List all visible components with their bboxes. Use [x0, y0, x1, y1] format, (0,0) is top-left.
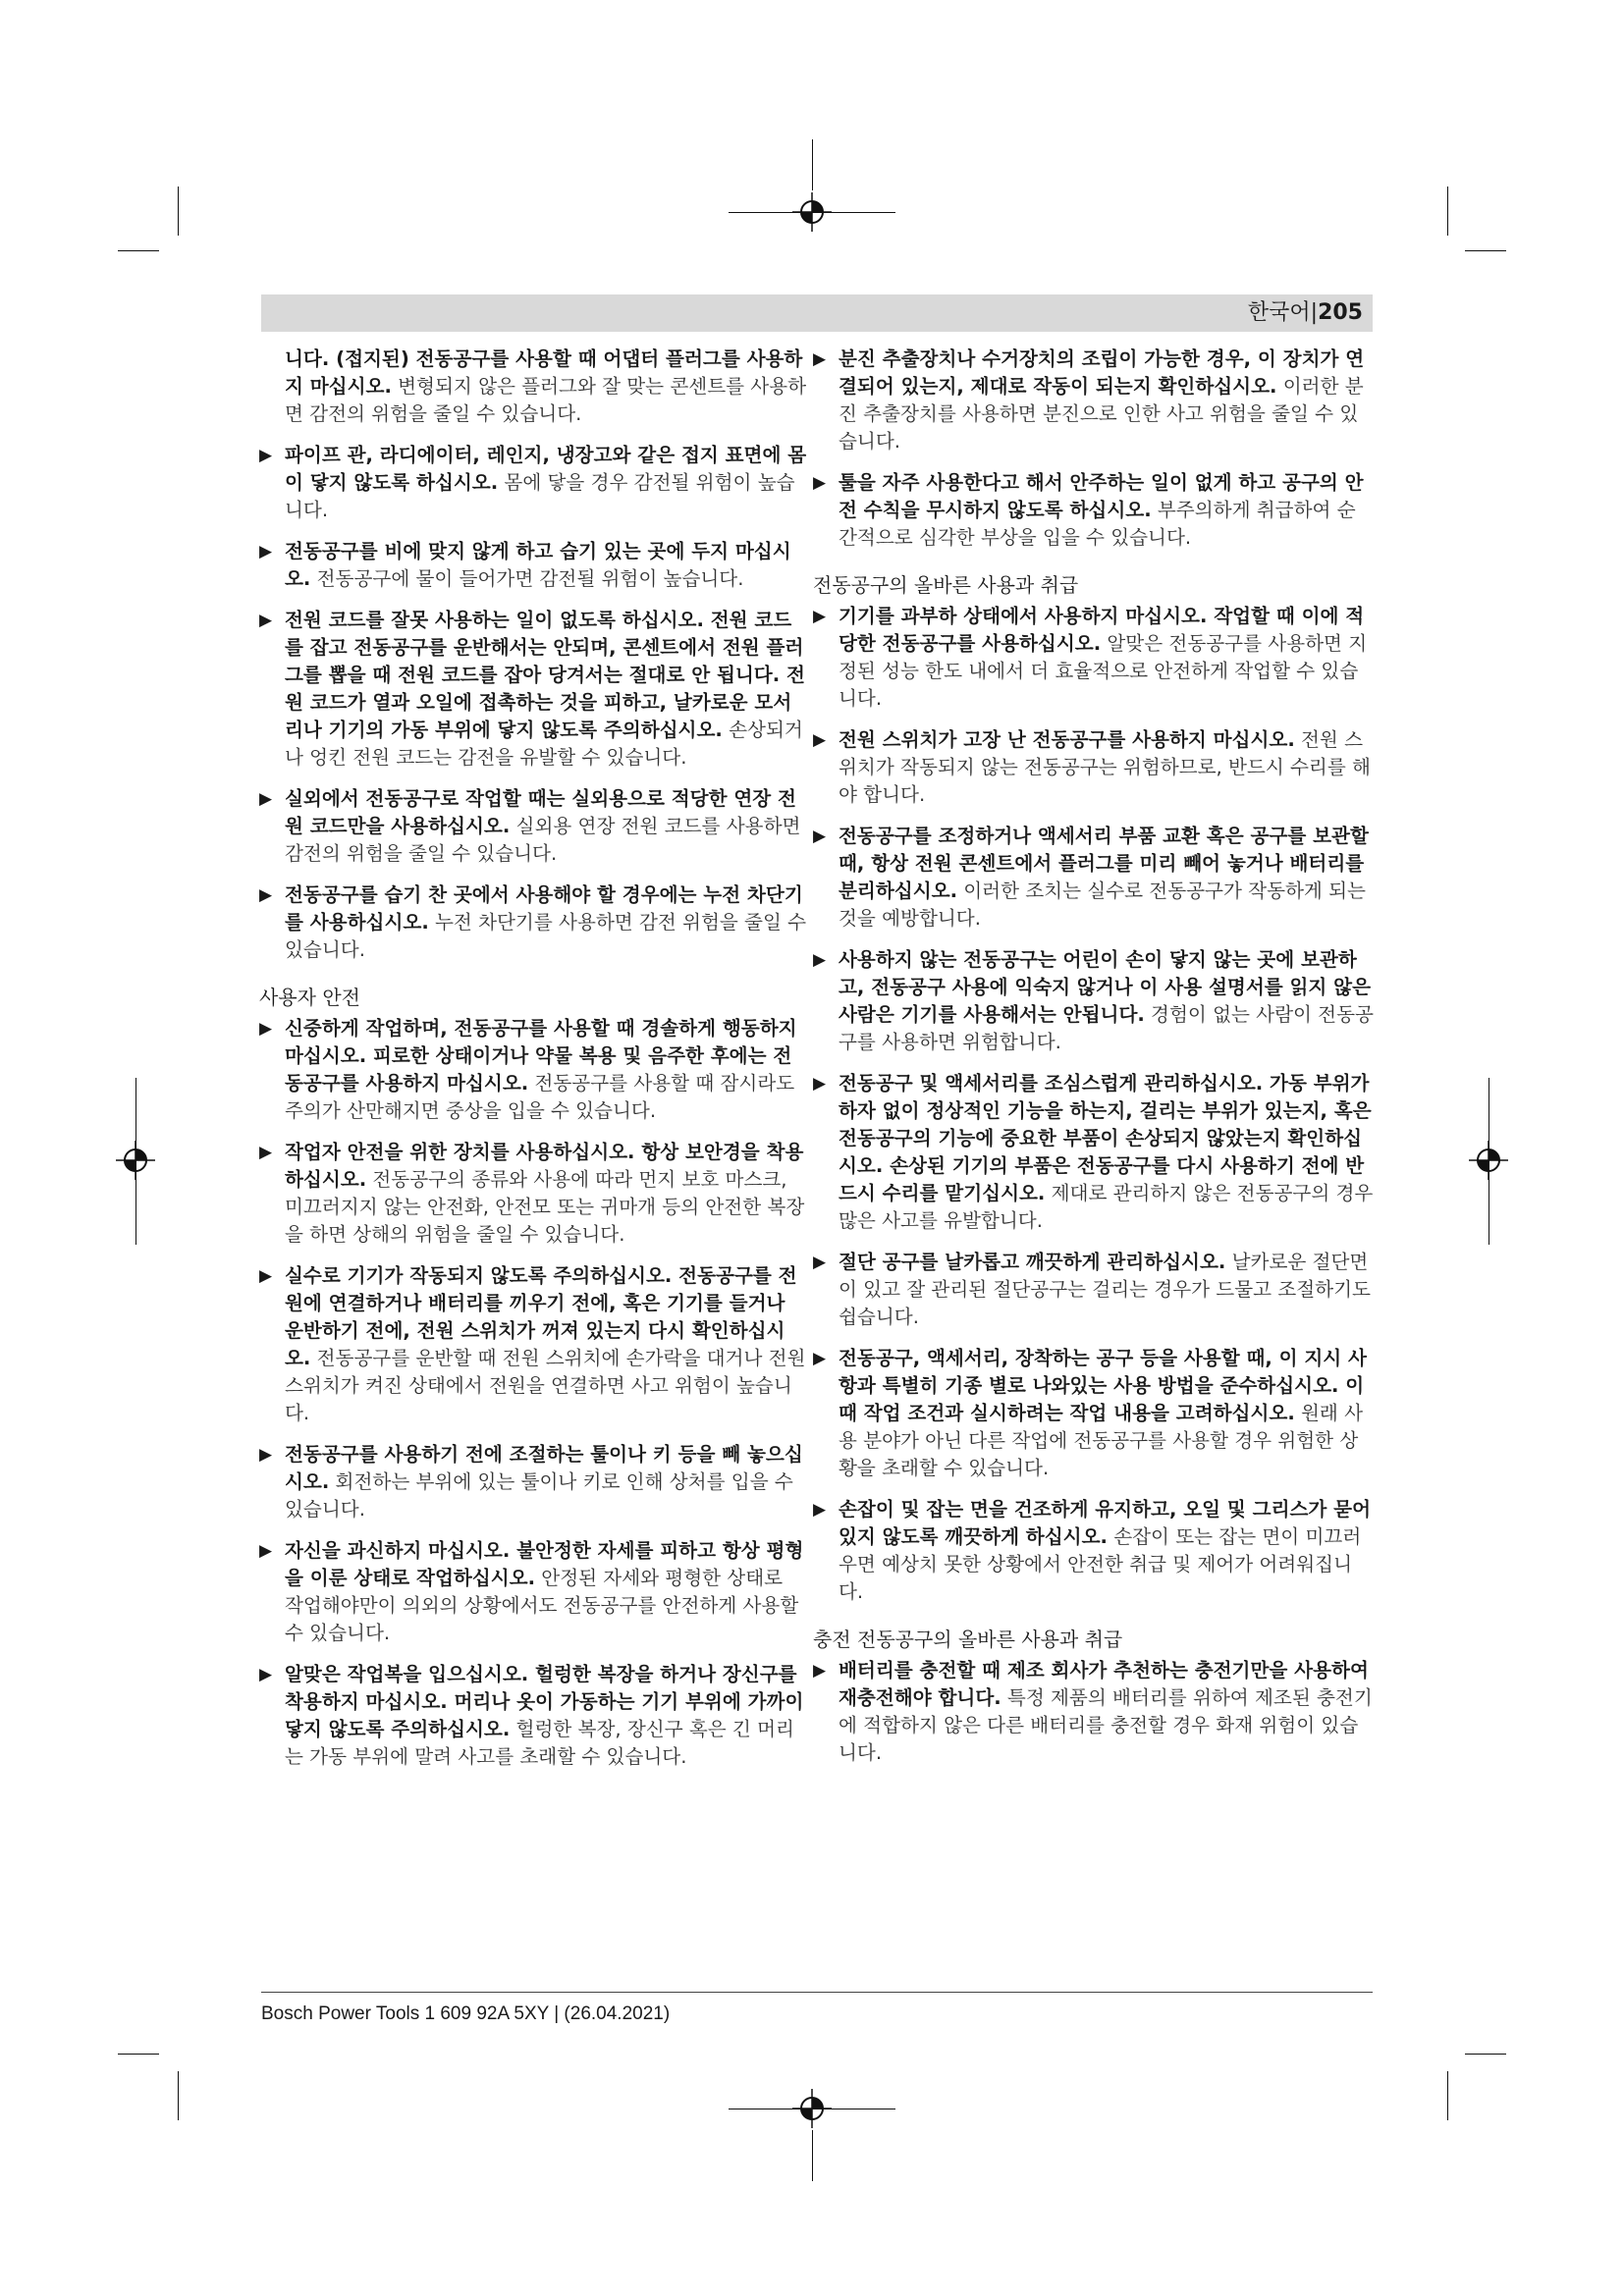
header-separator: |: [1310, 300, 1319, 325]
bullet-arrow-icon: ▶: [259, 1665, 273, 1684]
instruction-bold-text: 실외에서 전동공구로 작업할 때는 실외용으로 적당한 연장 전원 코드만을 사용하십시오.: [285, 787, 796, 837]
safety-instruction: [813, 726, 1374, 809]
instruction-explanation-text: 전원 스위치가 작동되지 않는 전동공구는 위험하므로, 반드시 수리를 해야 합니다.: [839, 728, 1371, 806]
instruction-explanation-text: 경험이 없는 사람이 전동공구를 사용하면 위험합니다.: [839, 1003, 1374, 1053]
section-heading: 사용자 안전: [259, 986, 360, 1009]
bullet-arrow-icon: ▶: [813, 1349, 827, 1368]
crop-mark-bottom-right-vertical: [1447, 2071, 1448, 2120]
safety-instruction: [259, 1139, 807, 1249]
bullet-arrow-icon: ▶: [813, 1661, 827, 1681]
instruction-bold-text: 자신을 과신하지 마십시오. 불안정한 자세를 피하고 항상 평형을 이룬 상태로 작업하십시오.: [285, 1539, 804, 1589]
safety-instruction: [259, 1441, 807, 1523]
instruction-explanation-text: 이러한 분진 추출장치를 사용하면 분진으로 인한 사고 위험을 줄일 수 있습니다.: [839, 375, 1364, 453]
safety-instruction: [813, 823, 1374, 933]
bullet-arrow-icon: ▶: [813, 950, 827, 970]
instruction-bold-text: 전동공구를 습기 찬 곳에서 사용해야 할 경우에는 누전 차단기를 사용하십시오.: [285, 883, 803, 934]
instruction-explanation-text: 전동공구에 물이 들어가면 감전될 위험이 높습니다.: [310, 567, 744, 590]
page-header: [261, 294, 1373, 332]
bullet-arrow-icon: ▶: [813, 1253, 827, 1272]
instruction-bold-text: 전원 코드를 잘못 사용하는 일이 없도록 하십시오. 전원 코드를 잡고 전동공구를 운반해서는 안되며, 콘센트에서 전원 플러그를 뽑을 때 전원 코드를 잡아 당겨서는 절대로 안 됩니다. 전원 코드가 열과 오일에 접촉하는 것을 피하고, 날카로운 모서리나 기기의 가동 부위에 닿지 않도록 주의하십시오.: [285, 609, 805, 741]
instruction-bold-text: 전동공구 및 액세서리를 조심스럽게 관리하십시오. 가동 부위가 하자 없이 정상적인 기능을 하는지, 걸리는 부위가 있는지, 혹은 전동공구의 기능에 중요한 부품이 손상되지 않았는지 확인하십시오. 손상된 기기의 부품은 전동공구를 다시 사용하기 전에 반드시 수리를 맡기십시오.: [839, 1072, 1372, 1204]
bullet-arrow-icon: ▶: [813, 1500, 827, 1520]
section-heading: 충전 전동공구의 올바른 사용과 취급: [813, 1628, 1123, 1651]
instruction-continuation: [285, 346, 807, 428]
footer-text: Bosch Power Tools 1 609 92A 5XY | (26.04.2021): [261, 2003, 671, 2024]
safety-instruction: [259, 785, 807, 868]
safety-instruction: [813, 1070, 1374, 1235]
bullet-arrow-icon: ▶: [259, 1445, 273, 1465]
instruction-explanation-text: 이러한 조치는 실수로 전동공구가 작동하게 되는 것을 예방합니다.: [839, 880, 1366, 930]
instruction-explanation-text: 몸에 닿을 경우 감전될 위험이 높습니다.: [285, 471, 795, 521]
instruction-bold-text: 손잡이 및 잡는 면을 건조하게 유지하고, 오일 및 그리스가 묻어 있지 않도록 깨끗하게 하십시오.: [839, 1498, 1372, 1548]
bullet-arrow-icon: ▶: [813, 349, 827, 369]
footer-rule: [261, 1992, 1373, 1993]
registration-line-top-vertical: [812, 139, 813, 190]
instruction-explanation-text: 손상되거나 엉킨 전원 코드는 감전을 유발할 수 있습니다.: [285, 719, 803, 769]
instruction-bold-text: 절단 공구를 날카롭고 깨끗하게 관리하십시오.: [839, 1251, 1226, 1273]
safety-instruction: [259, 1015, 807, 1125]
registration-line-left-vertical: [135, 1078, 136, 1245]
instruction-bold-text: 배터리를 충전할 때 제조 회사가 추천하는 충전기만을 사용하여 재충전해야 합니다.: [839, 1659, 1369, 1709]
bullet-arrow-icon: ▶: [259, 542, 273, 561]
instruction-explanation-text: 안정된 자세와 평형한 상태로 작업해야만이 의외의 상황에서도 전동공구를 안전하게 사용할 수 있습니다.: [285, 1567, 799, 1644]
safety-instruction: [259, 538, 807, 593]
registration-line-bottom-vertical: [812, 2130, 813, 2181]
instruction-explanation-text: 특정 제품의 배터리를 위하여 제조된 충전기에 적합하지 않은 다른 배터리를 충전할 경우 화재 위험이 있습니다.: [839, 1686, 1373, 1764]
safety-instruction: [259, 607, 807, 772]
instruction-bold-text: 분진 추출장치나 수거장치의 조립이 가능한 경우, 이 장치가 연결되어 있는지, 제대로 작동이 되는지 확인하십시오.: [839, 347, 1365, 398]
instruction-explanation-text: 전동공구를 운반할 때 전원 스위치에 손가락을 대거나 전원 스위치가 켜진 상태에서 전원을 연결하면 사고 위험이 높습니다.: [285, 1347, 806, 1424]
instruction-explanation-text: 부주의하게 취급하여 순간적으로 심각한 부상을 입을 수 있습니다.: [839, 499, 1356, 549]
instruction-bold-text: 전동공구를 조정하거나 액세서리 부품 교환 혹은 공구를 보관할 때, 항상 전원 콘센트에서 플러그를 미리 빼어 놓거나 배터리를 분리하십시오.: [839, 825, 1369, 902]
instruction-explanation-text: 누전 차단기를 사용하면 감전 위험을 줄일 수 있습니다.: [285, 911, 807, 961]
crop-mark-top-left-vertical: [178, 187, 179, 236]
bullet-arrow-icon: ▶: [813, 607, 827, 626]
header-text: [1248, 300, 1363, 326]
instruction-explanation-text: 손잡이 또는 잡는 면이 미끄러우면 예상치 못한 상황에서 안전한 취급 및 제어가 어려워집니다.: [839, 1525, 1362, 1603]
instruction-bold-text: 전동공구, 액세서리, 장착하는 공구 등을 사용할 때, 이 지시 사항과 특별히 기종 별로 나와있는 사용 방법을 준수하십시오. 이때 작업 조건과 실시하려는 작업 내용을 고려하십시오.: [839, 1347, 1367, 1424]
instruction-explanation-text: 알맞은 전동공구를 사용하면 지정된 성능 한도 내에서 더 효율적으로 안전하게 작업할 수 있습니다.: [839, 632, 1368, 710]
bullet-arrow-icon: ▶: [259, 1019, 273, 1039]
bullet-arrow-icon: ▶: [259, 1541, 273, 1561]
crop-mark-top-right-vertical: [1447, 187, 1448, 236]
instruction-bold-text: 작업자 안전을 위한 장치를 사용하십시오. 항상 보안경을 착용하십시오.: [285, 1141, 804, 1191]
safety-instruction: [259, 1262, 807, 1427]
instruction-explanation-text: 회전하는 부위에 있는 툴이나 키로 인해 상처를 입을 수 있습니다.: [285, 1470, 793, 1521]
instruction-explanation-text: 원래 사용 분야가 아닌 다른 작업에 전동공구를 사용할 경우 위험한 상황을 초래할 수 있습니다.: [839, 1402, 1364, 1479]
crop-mark-bottom-left-vertical: [178, 2071, 179, 2120]
header-language: 한국어: [1247, 300, 1311, 325]
bullet-arrow-icon: ▶: [813, 730, 827, 750]
crop-mark-top-left-horizontal: [118, 250, 159, 251]
instruction-explanation-text: 전동공구를 사용할 때 잠시라도 주의가 산만해지면 중상을 입을 수 있습니다.: [285, 1072, 795, 1122]
instruction-bold-text: 전동공구를 비에 맞지 않게 하고 습기 있는 곳에 두지 마십시오.: [285, 540, 791, 590]
safety-instruction: [813, 1345, 1374, 1482]
safety-instruction: [813, 1657, 1374, 1767]
instruction-bold-text: 실수로 기기가 작동되지 않도록 주의하십시오. 전동공구를 전원에 연결하거나 배터리를 끼우기 전에, 혹은 기기를 들거나 운반하기 전에, 전원 스위치가 꺼져 있는지 다시 확인하십시오.: [285, 1264, 797, 1369]
safety-instruction: [813, 603, 1374, 713]
instruction-bold-text: 신중하게 작업하며, 전동공구를 사용할 때 경솔하게 행동하지 마십시오. 피로한 상태이거나 약물 복용 및 음주한 후에는 전동공구를 사용하지 마십시오.: [285, 1017, 797, 1095]
instruction-explanation-text: 날카로운 절단면이 있고 잘 관리된 절단공구는 걸리는 경우가 드물고 조절하기도 쉽습니다.: [839, 1251, 1371, 1328]
instruction-explanation-text: 헐렁한 복장, 장신구 혹은 긴 머리는 가동 부위에 말려 사고를 초래할 수 있습니다.: [285, 1718, 794, 1768]
crop-mark-bottom-right-horizontal: [1465, 2054, 1506, 2055]
left-column: [259, 346, 807, 1785]
right-column: [813, 346, 1374, 1781]
safety-instruction: [813, 469, 1374, 552]
page-number: 205: [1318, 300, 1363, 325]
crop-mark-top-right-horizontal: [1465, 250, 1506, 251]
safety-instruction: [813, 1249, 1374, 1331]
bullet-arrow-icon: ▶: [813, 1074, 827, 1094]
instruction-explanation-text: 변형되지 않은 플러그와 잘 맞는 콘센트를 사용하면 감전의 위험을 줄일 수 있습니다.: [285, 375, 807, 425]
bullet-arrow-icon: ▶: [813, 827, 827, 846]
safety-instruction: [259, 442, 807, 524]
bullet-arrow-icon: ▶: [259, 1266, 273, 1286]
safety-instruction: [813, 346, 1374, 455]
instruction-bold-text: 기기를 과부하 상태에서 사용하지 마십시오. 작업할 때 이에 적당한 전동공구를 사용하십시오.: [839, 605, 1365, 655]
instruction-explanation-text: 전동공구의 종류와 사용에 따라 먼지 보호 마스크, 미끄러지지 않는 안전화, 안전모 또는 귀마개 등의 안전한 복장을 하면 상해의 위험을 줄일 수 있습니다.: [285, 1168, 805, 1246]
safety-instruction: [813, 946, 1374, 1056]
instruction-bold-text: 파이프 관, 라디에이터, 레인지, 냉장고와 같은 접지 표면에 몸이 닿지 않도록 하십시오.: [285, 444, 807, 494]
safety-instruction: [259, 1661, 807, 1771]
safety-instruction: [259, 881, 807, 964]
bullet-arrow-icon: ▶: [813, 473, 827, 493]
bullet-arrow-icon: ▶: [259, 1143, 273, 1162]
instruction-explanation-text: 제대로 관리하지 않은 전동공구의 경우 많은 사고를 유발합니다.: [839, 1182, 1374, 1232]
instruction-bold-text: 툴을 자주 사용한다고 해서 안주하는 일이 없게 하고 공구의 안전 수칙을 무시하지 않도록 하십시오.: [839, 471, 1364, 521]
bullet-arrow-icon: ▶: [259, 885, 273, 905]
safety-instruction: [259, 1537, 807, 1647]
instruction-bold-text: 전원 스위치가 고장 난 전동공구를 사용하지 마십시오.: [839, 728, 1295, 751]
bullet-arrow-icon: ▶: [259, 446, 273, 465]
instruction-bold-text: 알맞은 작업복을 입으십시오. 헐렁한 복장을 하거나 장신구를 착용하지 마십시오. 머리나 옷이 가동하는 기기 부위에 가까이 닿지 않도록 주의하십시오.: [285, 1663, 804, 1740]
instruction-bold-text: 사용하지 않는 전동공구는 어린이 손이 닿지 않는 곳에 보관하고, 전동공구 사용에 익숙지 않거나 이 사용 설명서를 읽지 않은 사람은 기기를 사용해서는 안됩니다.: [839, 948, 1372, 1026]
section-heading: 전동공구의 올바른 사용과 취급: [813, 573, 1079, 597]
registration-line-top-horizontal: [729, 212, 895, 213]
bullet-arrow-icon: ▶: [259, 611, 273, 630]
instruction-bold-text: 니다. (접지된) 전동공구를 사용할 때 어댑터 플러그를 사용하지 마십시오.: [285, 347, 803, 398]
safety-instruction: [813, 1496, 1374, 1606]
instruction-bold-text: 전동공구를 사용하기 전에 조절하는 툴이나 키 등을 빼 놓으십시오.: [285, 1443, 803, 1493]
crop-mark-bottom-left-horizontal: [118, 2054, 159, 2055]
bullet-arrow-icon: ▶: [259, 789, 273, 809]
instruction-explanation-text: 실외용 연장 전원 코드를 사용하면 감전의 위험을 줄일 수 있습니다.: [285, 815, 801, 865]
